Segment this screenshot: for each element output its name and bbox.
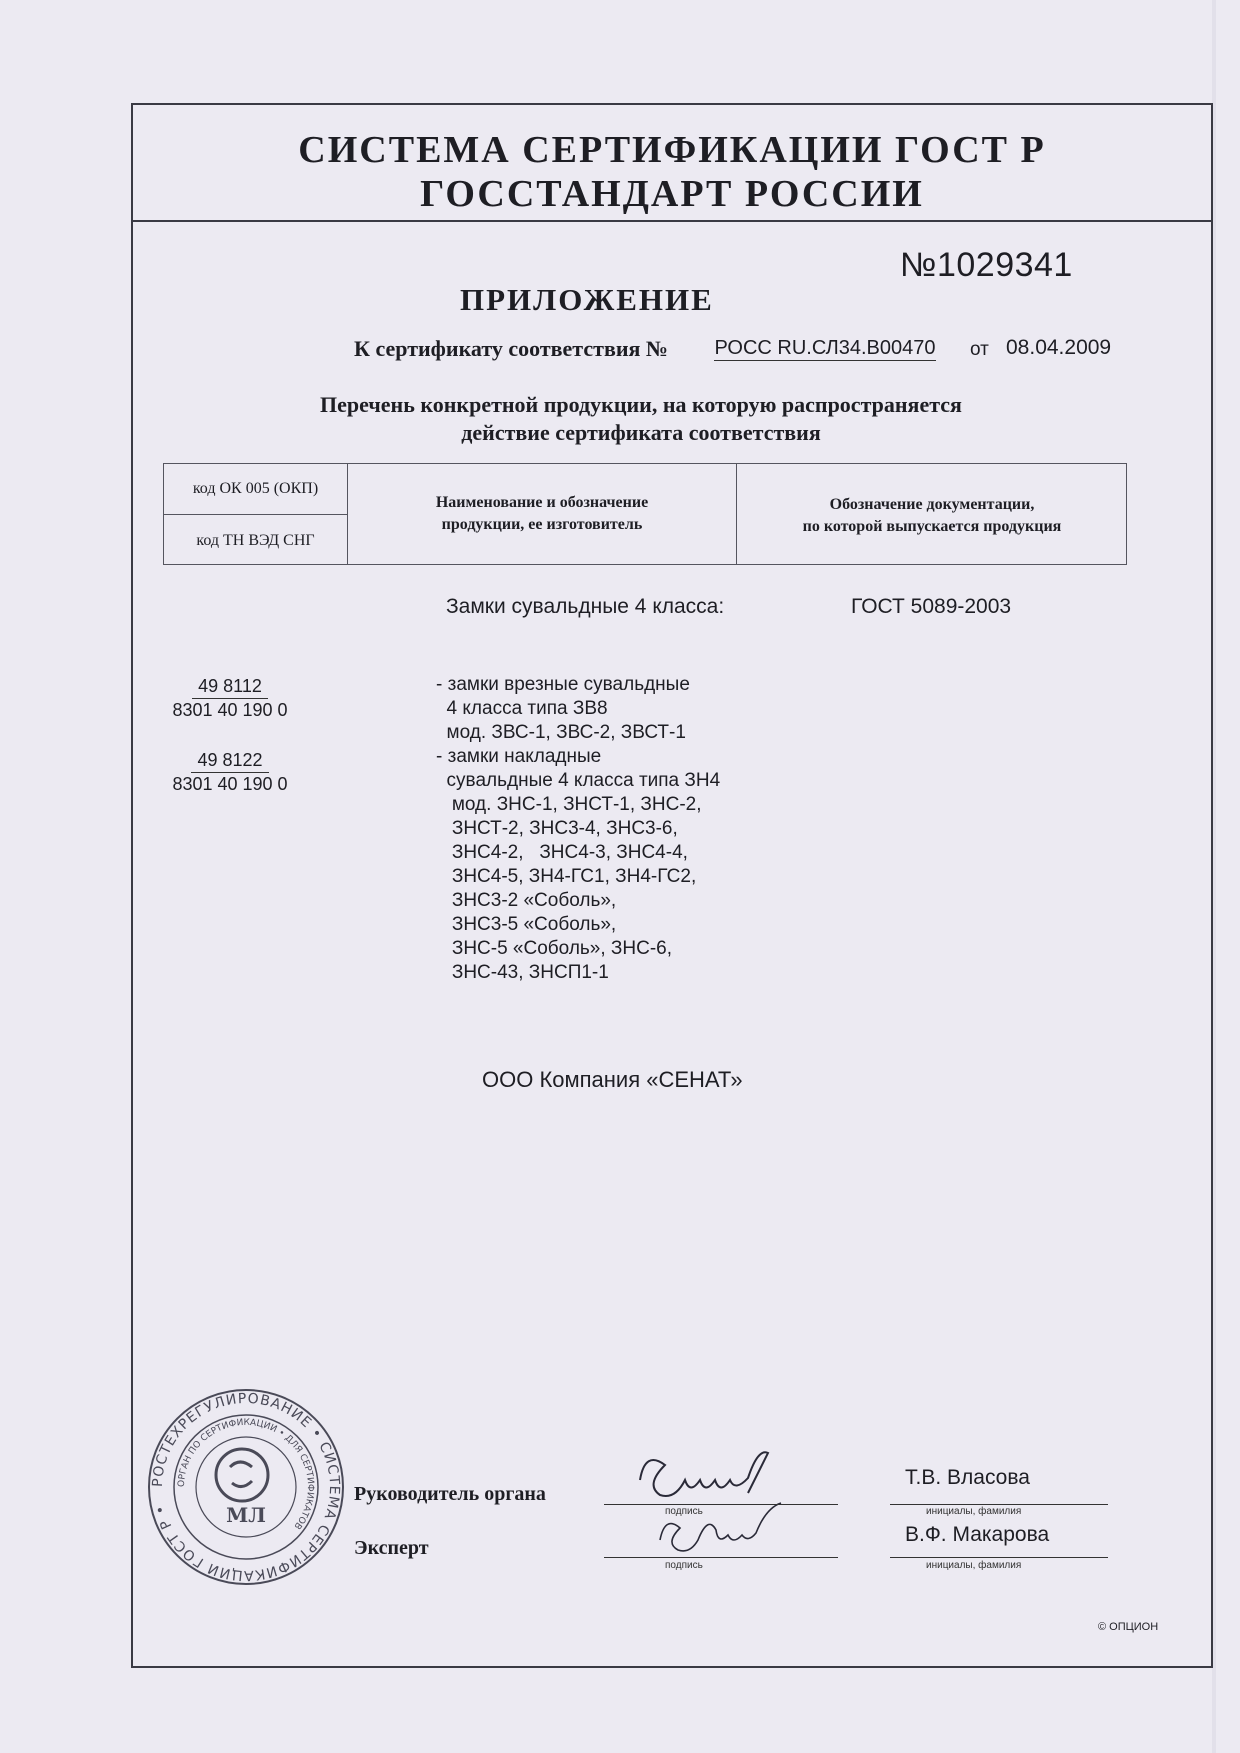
list-item: 4 класса типа ЗВ8 bbox=[436, 698, 608, 719]
product-list bbox=[436, 673, 720, 985]
list-item: ЗНС3-5 «Соболь», bbox=[436, 914, 617, 935]
tnved-code: 8301 40 190 0 bbox=[172, 700, 288, 720]
list-title-line2: действие сертификата соответствия bbox=[461, 420, 821, 445]
certificate-date: 08.04.2009 bbox=[1006, 336, 1112, 359]
list-title-line1: Перечень конкретной продукции, на которую распространяется bbox=[320, 392, 962, 417]
header-documentation: Обозначение документации, по которой выпускается продукция bbox=[802, 496, 1062, 535]
list-item: сувальдные 4 класса типа ЗН4 bbox=[436, 770, 721, 791]
manufacturer: ООО Компания «СЕНАТ» bbox=[482, 1067, 743, 1092]
list-item: ЗНС4-2, ЗНС4-3, ЗНС4-4, bbox=[436, 842, 688, 863]
list-item: ЗНС3-2 «Соболь», bbox=[436, 890, 617, 911]
name-caption: инициалы, фамилия bbox=[926, 1506, 1022, 1517]
table-divider bbox=[736, 464, 737, 564]
header-divider bbox=[131, 220, 1213, 222]
products-table-header bbox=[163, 463, 1127, 565]
head-name: Т.В. Власова bbox=[905, 1466, 1030, 1489]
agency-title: ГОССТАНДАРТ РОССИИ bbox=[420, 173, 924, 215]
tnved-code: 8301 40 190 0 bbox=[172, 774, 288, 794]
appendix-title: ПРИЛОЖЕНИЕ bbox=[460, 282, 714, 317]
head-of-body-label: Руководитель органа bbox=[354, 1483, 546, 1505]
signature-caption: подпись bbox=[665, 1560, 703, 1571]
okp-code: 49 8112 bbox=[192, 675, 268, 699]
certificate-number: РОСС RU.СЛ34.В00470 bbox=[714, 337, 936, 359]
list-item: мод. ЗВС-1, ЗВС-2, ЗВСТ-1 bbox=[436, 722, 686, 743]
list-item: ЗНС-5 «Соболь», ЗНС-6, bbox=[436, 938, 673, 959]
reference-from-word: от bbox=[970, 339, 989, 360]
list-item: ЗНСТ-2, ЗНС3-4, ЗНС3-6, bbox=[436, 818, 678, 839]
list-item: - замки накладные bbox=[436, 746, 602, 767]
list-item: ЗНС4-5, ЗН4-ГС1, ЗН4-ГС2, bbox=[436, 866, 697, 887]
certification-seal-icon bbox=[146, 1387, 346, 1587]
handwritten-signatures-icon bbox=[620, 1440, 840, 1570]
seal-center-text: МЛ bbox=[226, 1503, 266, 1527]
signature-caption: подпись bbox=[665, 1506, 703, 1517]
system-title: СИСТЕМА СЕРТИФИКАЦИИ ГОСТ Р bbox=[298, 129, 1046, 171]
table-divider bbox=[347, 464, 348, 564]
copyright: © ОПЦИОН bbox=[1098, 1621, 1159, 1633]
name-line bbox=[890, 1557, 1108, 1558]
standard-document: ГОСТ 5089-2003 bbox=[851, 595, 1012, 618]
list-item: - замки врезные сувальдные bbox=[436, 674, 690, 695]
form-number: №1029341 bbox=[900, 246, 1073, 284]
certificate-reference-label: К сертификату соответствия № bbox=[354, 336, 669, 361]
expert-name: В.Ф. Макарова bbox=[905, 1523, 1050, 1546]
signature-line bbox=[604, 1557, 838, 1558]
header-product-name: Наименование и обозначение продукции, ее изготовитель bbox=[435, 494, 649, 533]
product-group: Замки сувальдные 4 класса: bbox=[446, 595, 725, 618]
seal-outer-text: РОСТЕХРЕГУЛИРОВАНИЕ • СИСТЕМА СЕРТИФИКАЦИИ ГОСТ Р • bbox=[149, 1390, 343, 1584]
signature-line bbox=[604, 1504, 838, 1505]
header-code-okp: код ОК 005 (ОКП) bbox=[192, 480, 319, 497]
product-codes-2 bbox=[160, 749, 300, 796]
okp-code: 49 8122 bbox=[191, 749, 268, 773]
header-code-tnved: код ТН ВЭД СНГ bbox=[196, 532, 315, 549]
list-item: мод. ЗНС-1, ЗНСТ-1, ЗНС-2, bbox=[436, 794, 702, 815]
expert-label: Эксперт bbox=[354, 1537, 429, 1559]
table-divider bbox=[164, 514, 347, 515]
seal-inner-text: ОРГАН ПО СЕРТИФИКАЦИИ • ДЛЯ СЕРТИФИКАТОВ bbox=[176, 1417, 316, 1531]
list-item: ЗНС-43, ЗНСП1-1 bbox=[436, 962, 609, 983]
name-caption: инициалы, фамилия bbox=[926, 1560, 1022, 1571]
product-codes-1 bbox=[160, 675, 300, 722]
name-line bbox=[890, 1504, 1108, 1505]
